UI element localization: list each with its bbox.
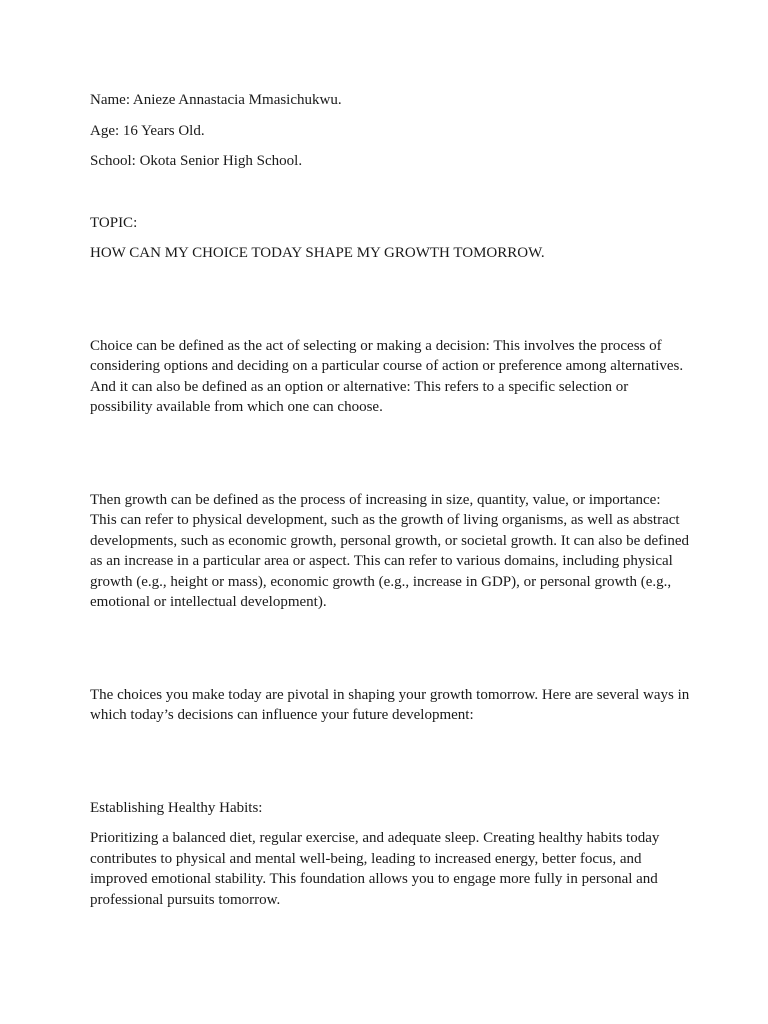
document-page — [90, 90, 690, 910]
student-age: Age: 16 Years Old. — [90, 122, 205, 139]
section-text: Prioritizing a balanced diet, regular exercise, and adequate sleep. Creating healthy habits today contributes to physical and mental well-being, leading to increased energy, better focus, and improved emotional stability. This foundation allows you to engage more fully in personal and professional pursuits tomorrow. — [90, 830, 660, 908]
paragraph-intro: The choices you make today are pivotal in shaping your growth tomorrow. Here are several ways in which today’s decisions can influence your future development: — [90, 686, 690, 723]
topic-label: TOPIC: — [90, 214, 138, 231]
section-heading: Establishing Healthy Habits: — [90, 799, 263, 816]
paragraph-growth-definition: Then growth can be defined as the process of increasing in size, quantity, value, or importance: This can refer to physical development, such as the growth of living organisms, as well as abstract developments, such as economic growth, personal growth, or societal growth. It can also be defined as an increase in a particular area or aspect. This can refer to various domains, including physical growth (e.g., height or mass), economic growth (e.g., increase in GDP), or personal growth (e.g., emotional or intellectual development). — [90, 491, 689, 610]
student-school: School: Okota Senior High School. — [90, 153, 303, 169]
student-name: Name: Anieze Annastacia Mmasichukwu. — [90, 92, 342, 108]
topic-title: HOW CAN MY CHOICE TODAY SHAPE MY GROWTH TOMORROW. — [90, 245, 545, 261]
paragraph-choice-definition: Choice can be defined as the act of selecting or making a decision: This involves the process of considering options and deciding on a particular course of action or preference among alternatives. And it can also be defined as an option or alternative: This refers to a specific selection or possibility available from which one can choose. — [90, 337, 684, 415]
